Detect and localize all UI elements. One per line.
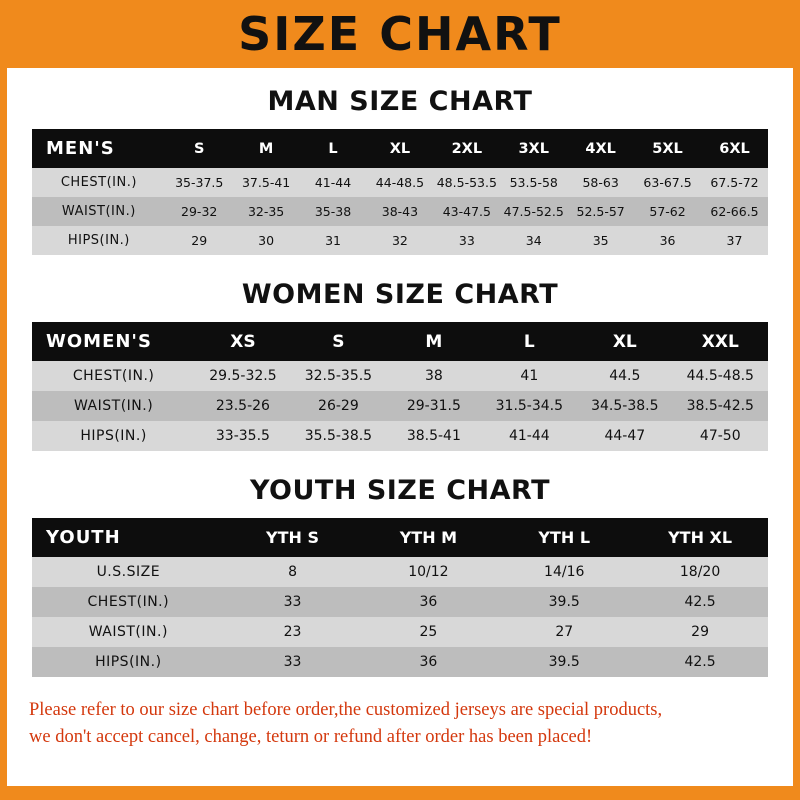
table-cell: 29 xyxy=(691,624,709,640)
table-cell: 35.5-38.5 xyxy=(304,428,373,444)
table-cell: 35-38 xyxy=(314,204,352,219)
table-cell: 38.5-41 xyxy=(406,428,461,444)
column-header: YTH S xyxy=(266,528,320,547)
table-cell: 41-44 xyxy=(314,175,352,190)
table-cell: 33 xyxy=(283,654,302,670)
table-cell: 42.5 xyxy=(684,654,716,670)
table-cell: 29-31.5 xyxy=(406,398,461,414)
youth-size-section xyxy=(7,475,793,677)
column-header: YTH XL xyxy=(668,528,733,547)
column-header: M xyxy=(425,331,443,352)
table-cell: 8 xyxy=(288,564,297,580)
table-cell: 44-47 xyxy=(604,428,646,444)
women-table-corner-label: WOMEN'S xyxy=(46,331,152,352)
column-header: S xyxy=(193,140,205,157)
table-cell: 26-29 xyxy=(318,398,359,414)
table-row xyxy=(32,617,768,647)
youth-table-body xyxy=(32,557,768,677)
table-cell: 14/16 xyxy=(544,564,585,580)
table-cell: 44.5 xyxy=(609,368,641,384)
column-header: 5XL xyxy=(652,140,683,157)
man-table-body xyxy=(32,168,768,255)
table-cell: 36 xyxy=(419,594,438,610)
man-section-title: MAN SIZE CHART xyxy=(267,86,533,117)
table-cell: 53.5-58 xyxy=(509,175,558,190)
table-cell: 43-47.5 xyxy=(442,204,491,219)
table-cell: 37 xyxy=(726,233,743,248)
table-cell: 62-66.5 xyxy=(710,204,759,219)
column-header: XXL xyxy=(701,331,739,352)
table-cell: 42.5 xyxy=(684,594,716,610)
footer-note-line-2: we don't accept cancel, change, teturn or refund after order has been placed! xyxy=(29,726,593,747)
table-cell: 44-48.5 xyxy=(375,175,425,190)
table-cell: 38.5-42.5 xyxy=(686,398,754,414)
row-label: HIPS(IN.) xyxy=(80,428,147,444)
row-label: HIPS(IN.) xyxy=(95,654,162,670)
header-banner xyxy=(0,0,800,68)
table-cell: 31 xyxy=(325,233,341,248)
row-label: CHEST(IN.) xyxy=(60,175,137,190)
bottom-bar xyxy=(0,786,800,800)
table-row xyxy=(32,587,768,617)
column-header: 2XL xyxy=(451,140,483,157)
man-table-header xyxy=(32,129,768,168)
table-cell: 32 xyxy=(391,233,408,248)
women-section-title: WOMEN SIZE CHART xyxy=(241,279,559,310)
table-header-row xyxy=(32,518,768,557)
women-table-header xyxy=(32,322,768,361)
row-label: WAIST(IN.) xyxy=(61,204,136,219)
row-label: WAIST(IN.) xyxy=(73,398,154,414)
footer-note-line-1: Please refer to our size chart before order,the customized jerseys are special products, xyxy=(29,700,663,720)
table-cell: 10/12 xyxy=(408,564,449,580)
table-cell: 31.5-34.5 xyxy=(495,398,564,414)
column-header: XL xyxy=(389,140,411,157)
man-size-table xyxy=(32,129,768,255)
table-cell: 47.5-52.5 xyxy=(503,204,564,219)
table-cell: 29.5-32.5 xyxy=(209,368,277,384)
table-row xyxy=(32,421,768,451)
column-header: 6XL xyxy=(719,140,750,157)
row-label: WAIST(IN.) xyxy=(88,624,168,640)
table-cell: 29-32 xyxy=(181,204,218,219)
column-header: YTH M xyxy=(399,528,458,547)
table-cell: 39.5 xyxy=(548,654,580,670)
table-cell: 23 xyxy=(283,624,302,640)
column-header: 4XL xyxy=(585,140,616,157)
table-row xyxy=(32,647,768,677)
column-header: S xyxy=(332,331,345,352)
women-size-section xyxy=(7,279,793,451)
table-cell: 18/20 xyxy=(679,564,721,580)
table-cell: 38-43 xyxy=(381,204,419,219)
table-cell: 58-63 xyxy=(582,175,619,190)
man-size-section xyxy=(7,86,793,255)
row-label: CHEST(IN.) xyxy=(87,594,170,610)
table-header-row xyxy=(32,129,768,168)
table-cell: 25 xyxy=(419,624,438,640)
row-label: CHEST(IN.) xyxy=(72,368,155,384)
table-row xyxy=(32,557,768,587)
table-cell: 37.5-41 xyxy=(241,175,291,190)
table-cell: 27 xyxy=(555,624,574,640)
youth-section-title: YOUTH SIZE CHART xyxy=(249,475,551,506)
man-table-corner-label: MEN'S xyxy=(46,138,115,159)
footer-note xyxy=(29,697,771,751)
table-row xyxy=(32,197,768,226)
table-cell: 44.5-48.5 xyxy=(686,368,754,384)
table-cell: 34 xyxy=(525,233,542,248)
table-cell: 35-37.5 xyxy=(175,175,224,190)
table-row xyxy=(32,168,768,197)
table-cell: 47-50 xyxy=(699,428,741,444)
row-label: U.S.SIZE xyxy=(96,564,161,580)
table-cell: 29 xyxy=(191,233,208,248)
column-header: L xyxy=(523,331,535,352)
table-cell: 63-67.5 xyxy=(643,175,692,190)
table-cell: 57-62 xyxy=(649,204,686,219)
table-cell: 33 xyxy=(283,594,302,610)
table-row xyxy=(32,361,768,391)
table-cell: 32-35 xyxy=(247,204,285,219)
table-cell: 23.5-26 xyxy=(215,398,270,414)
table-cell: 38 xyxy=(424,368,443,384)
row-label: HIPS(IN.) xyxy=(67,233,130,248)
table-cell: 52.5-57 xyxy=(576,204,625,219)
table-cell: 41-44 xyxy=(508,428,550,444)
table-cell: 35 xyxy=(592,233,609,248)
youth-table-header xyxy=(32,518,768,557)
youth-size-table xyxy=(32,518,768,677)
table-row xyxy=(32,226,768,255)
column-header: 3XL xyxy=(518,140,549,157)
youth-table-corner-label: YOUTH xyxy=(46,527,121,548)
column-header: L xyxy=(328,140,338,157)
table-cell: 30 xyxy=(258,233,275,248)
table-cell: 48.5-53.5 xyxy=(436,175,497,190)
table-cell: 34.5-38.5 xyxy=(591,398,659,414)
table-header-row xyxy=(32,322,768,361)
table-cell: 33-35.5 xyxy=(215,428,270,444)
table-cell: 67.5-72 xyxy=(710,175,759,190)
column-header: YTH L xyxy=(538,528,591,547)
column-header: XL xyxy=(612,331,637,352)
table-cell: 36 xyxy=(419,654,438,670)
table-row xyxy=(32,391,768,421)
table-cell: 32.5-35.5 xyxy=(304,368,373,384)
table-cell: 36 xyxy=(659,233,676,248)
table-cell: 33 xyxy=(458,233,475,248)
women-table-body xyxy=(32,361,768,451)
column-header: XS xyxy=(230,331,256,352)
women-size-table xyxy=(32,322,768,451)
column-header: M xyxy=(258,140,274,157)
table-cell: 41 xyxy=(520,368,539,384)
page-title: SIZE CHART xyxy=(238,7,562,61)
table-cell: 39.5 xyxy=(548,594,580,610)
